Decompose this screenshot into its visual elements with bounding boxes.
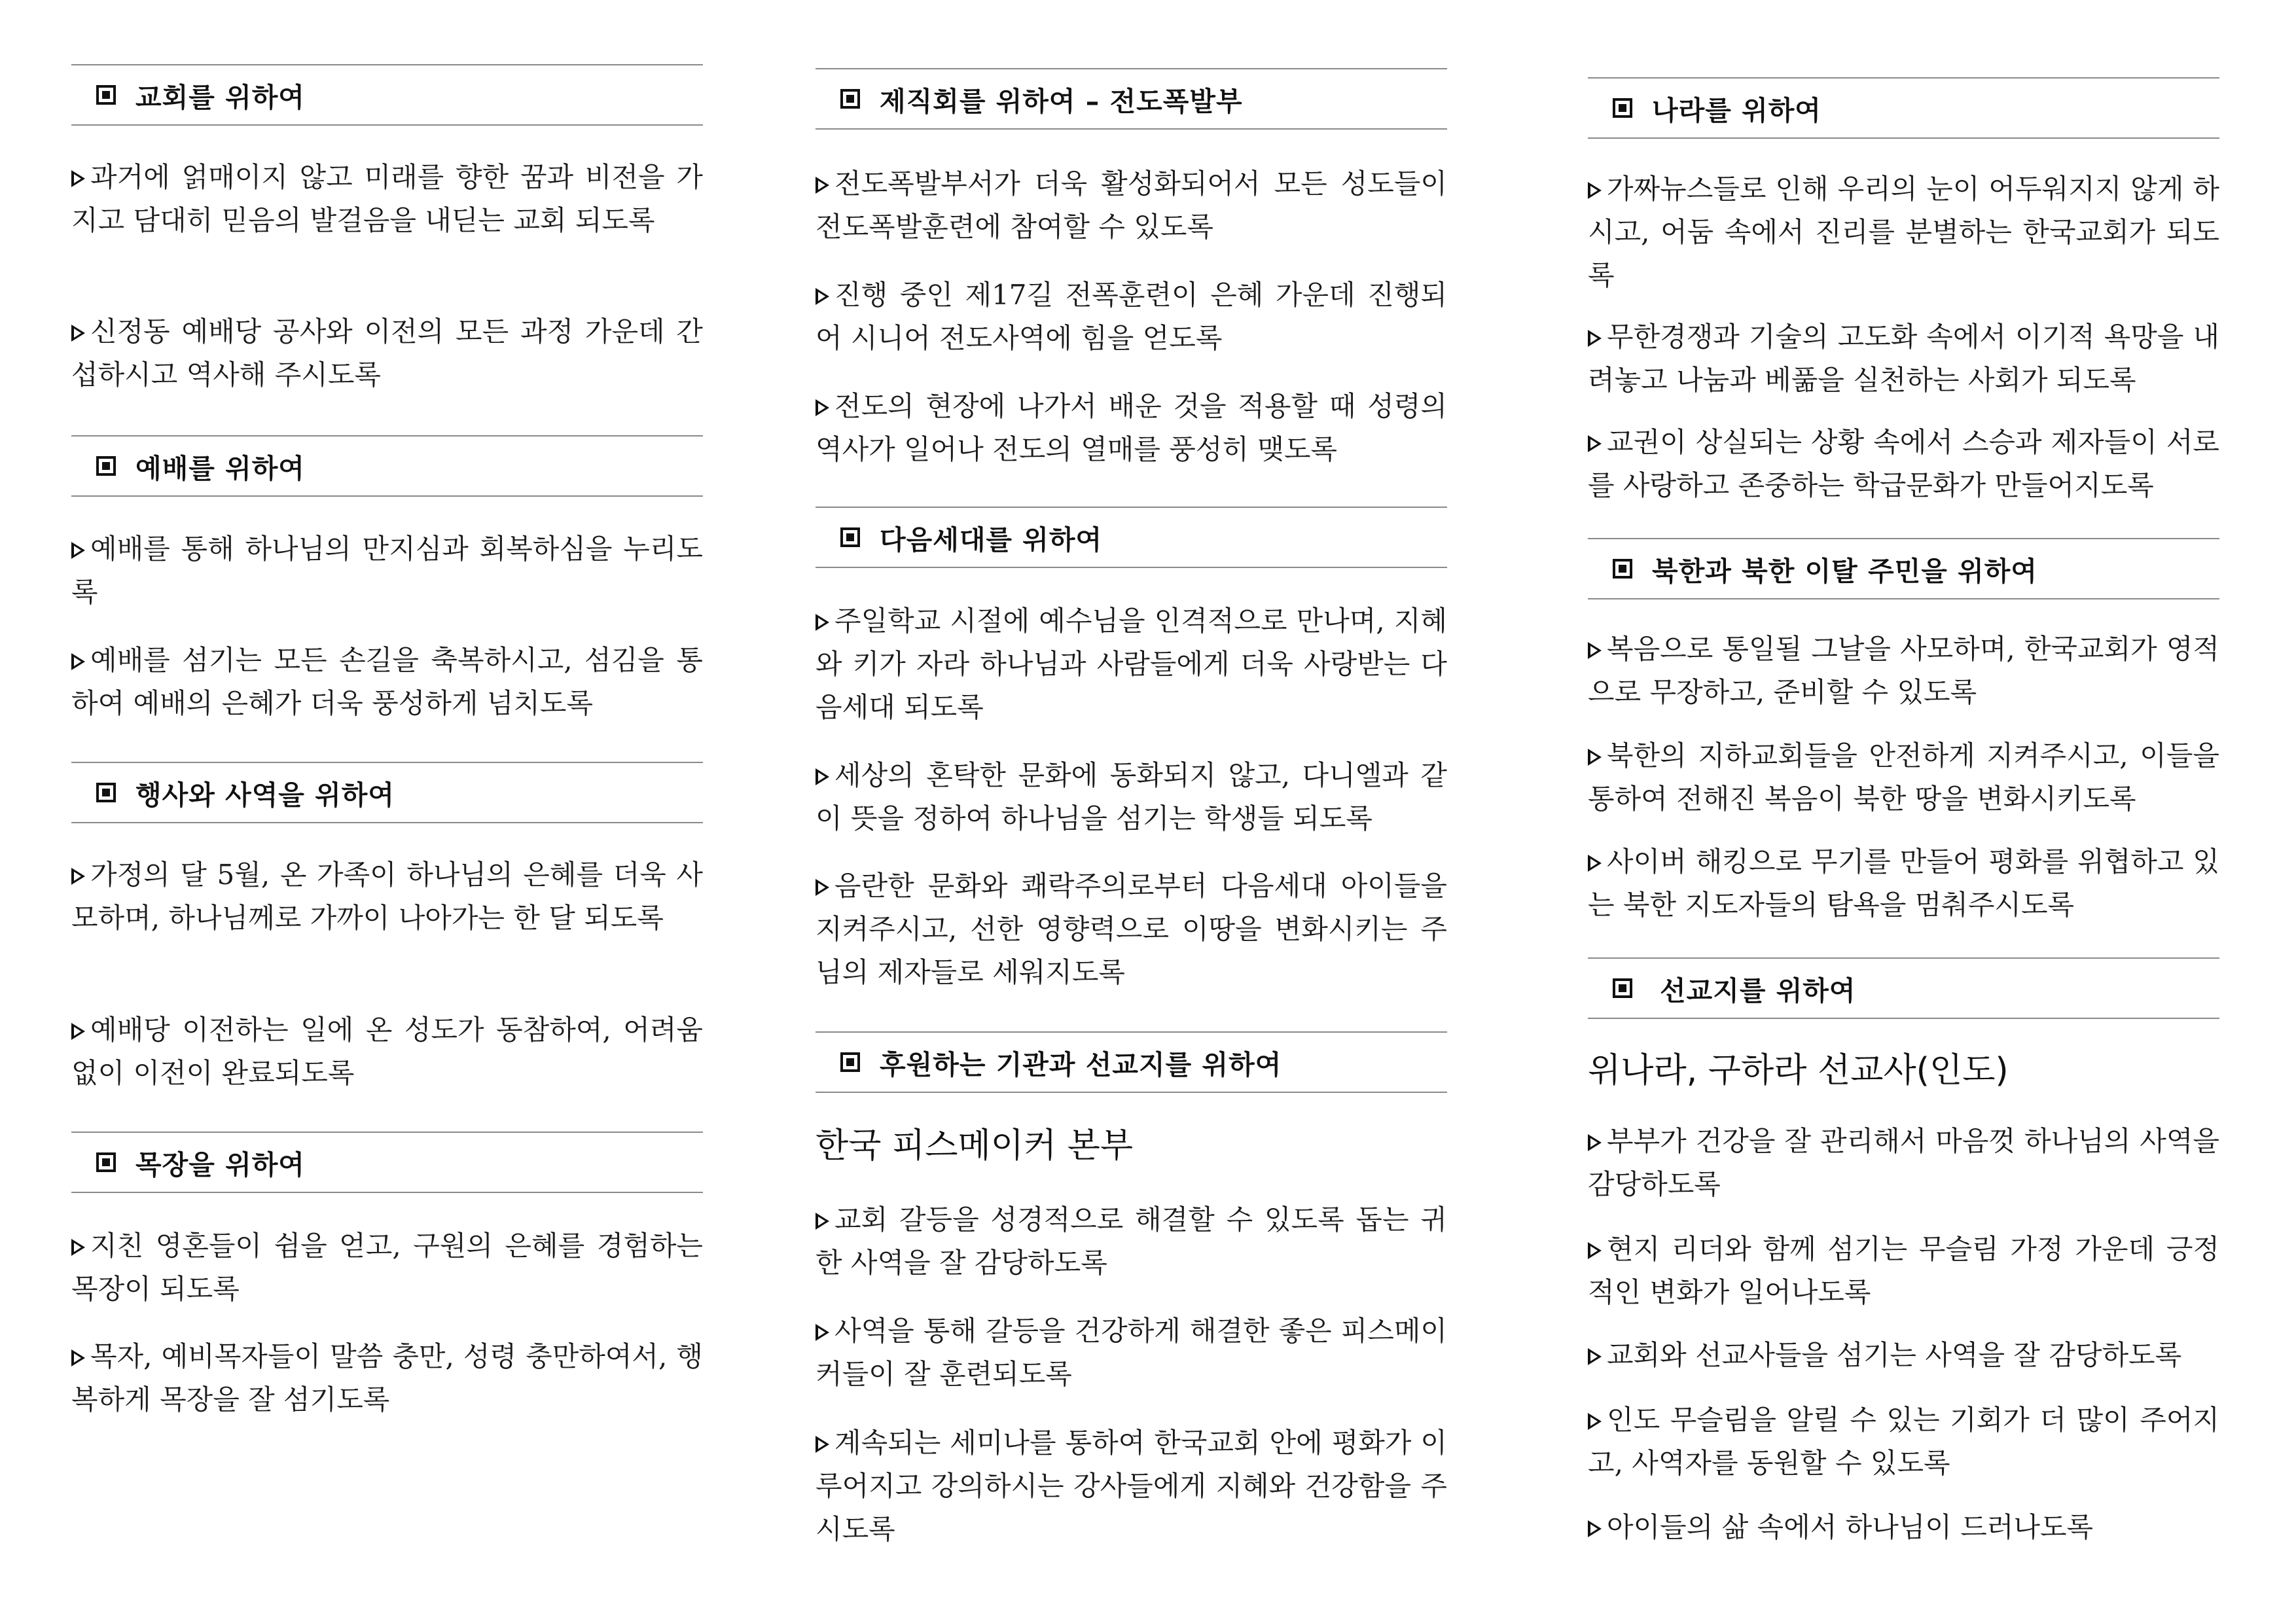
prayer-item: 진행 중인 제17길 전폭훈련이 은혜 가운데 진행되어 시니어 전도사역에 힘을 얻도록 [816,279,1447,354]
prayer-item: 아이들의 삶 속에서 하나님이 드러나도록 [1588,1506,2219,1549]
square-bullet-icon [96,456,116,476]
triangle-bullet-icon [1588,1520,1602,1537]
prayer-item: 북한의 지하교회들을 안전하게 지켜주시고, 이들을 통하여 전해진 복음이 북한 땅을 변화시키도록 [1588,740,2219,815]
prayer-item: 부부가 건강을 잘 관리해서 마음껏 하나님의 사역을 감당하도록 [1588,1125,2219,1200]
section-header-next-generation [816,507,1447,568]
prayer-item: 전도폭발부서가 더욱 활성화되어서 모든 성도들이 전도폭발훈련에 참여할 수 있도록 [816,168,1447,243]
triangle-bullet-icon [1588,182,1602,199]
triangle-bullet-icon [816,614,829,631]
section-header-deacons [816,68,1447,130]
square-bullet-icon [96,1152,116,1172]
prayer-item: 복음으로 통일될 그날을 사모하며, 한국교회가 영적으로 무장하고, 준비할 수 있도록 [1588,633,2219,708]
section-title: 목장을 위하여 [135,1149,305,1181]
triangle-bullet-icon [1588,642,1602,659]
prayer-item: 음란한 문화와 쾌락주의로부터 다음세대 아이들을 지켜주시고, 선한 영향력으로 이땅을 변화시키는 주님의 제자들로 세워지도록 [816,870,1447,988]
triangle-bullet-icon [816,1436,829,1453]
triangle-bullet-icon [71,325,85,342]
prayer-item: 사역을 통해 갈등을 건강하게 해결한 좋은 피스메이커들이 잘 훈련되도록 [816,1315,1447,1390]
triangle-bullet-icon [1588,1348,1602,1365]
section-title: 예배를 위하여 [135,452,305,484]
section-title: 북한과 북한 이탈 주민을 위하여 [1652,555,2037,587]
triangle-bullet-icon [71,653,85,670]
section-header-nation [1588,77,2219,139]
triangle-bullet-icon [1588,1242,1602,1259]
section-header-mission-field [1588,957,2219,1019]
prayer-item: 가정의 달 5월, 온 가족이 하나님의 은혜를 더욱 사모하며, 하나님께로 가까이 나아가는 한 달 되도록 [71,859,703,934]
section-title: 제직회를 위하여 – 전도폭발부 [880,85,1243,117]
missionary-name: 위나라, 구하라 선교사(인도) [1588,1051,2009,1090]
triangle-bullet-icon [1588,1134,1602,1151]
triangle-bullet-icon [816,177,829,194]
square-bullet-icon [1613,559,1632,579]
triangle-bullet-icon [1588,855,1602,872]
prayer-item: 목자, 예비목자들이 말씀 충만, 성령 충만하여서, 행복하게 목장을 잘 섬기도록 [71,1340,703,1416]
prayer-item: 신정동 예배당 공사와 이전의 모든 과정 가운데 간섭하시고 역사해 주시도록 [71,315,703,391]
square-bullet-icon [1613,98,1632,118]
triangle-bullet-icon [816,1213,829,1230]
triangle-bullet-icon [71,1239,85,1256]
section-header-events [71,762,703,823]
square-bullet-icon [840,89,860,109]
prayer-item: 사이버 해킹으로 무기를 만들어 평화를 위협하고 있는 북한 지도자들의 탐욕을 멈춰주시도록 [1588,846,2219,921]
prayer-item: 지친 영혼들이 쉼을 얻고, 구원의 은혜를 경험하는 목장이 되도록 [71,1230,703,1305]
section-title: 교회를 위하여 [135,81,305,113]
square-bullet-icon [96,783,116,802]
section-title: 다음세대를 위하여 [880,524,1103,556]
section-title: 후원하는 기관과 선교지를 위하여 [880,1048,1282,1080]
triangle-bullet-icon [816,288,829,305]
square-bullet-icon [1613,978,1632,998]
section-header-supported-ministries [816,1031,1447,1093]
prayer-item: 예배를 통해 하나님의 만지심과 회복하심을 누리도록 [71,533,703,608]
prayer-item: 주일학교 시절에 예수님을 인격적으로 만나며, 지혜와 키가 자라 하나님과 사람들에게 더욱 사랑받는 다음세대 되도록 [816,605,1447,723]
section-header-worship [71,435,703,497]
triangle-bullet-icon [816,1324,829,1341]
triangle-bullet-icon [816,768,829,785]
section-title: 나라를 위하여 [1652,94,1821,126]
prayer-item: 인도 무슬림을 알릴 수 있는 기회가 더 많이 주어지고, 사역자를 동원할 수 있도록 [1588,1404,2219,1479]
prayer-item: 현지 리더와 함께 섬기는 무슬림 가정 가운데 긍정적인 변화가 일어나도록 [1588,1233,2219,1308]
section-title: 행사와 사역을 위하여 [135,779,395,811]
section-header-cell-group [71,1132,703,1193]
prayer-item: 과거에 얽매이지 않고 미래를 향한 꿈과 비전을 가지고 담대히 믿음의 발걸음을 내딛는 교회 되도록 [71,161,703,236]
prayer-item: 예배를 섬기는 모든 손길을 축복하시고, 섬김을 통하여 예배의 은혜가 더욱 풍성하게 넘치도록 [71,644,703,719]
triangle-bullet-icon [71,868,85,885]
triangle-bullet-icon [1588,1413,1602,1430]
section-header-church [71,64,703,126]
square-bullet-icon [840,527,860,547]
section-header-north-korea [1588,538,2219,599]
triangle-bullet-icon [816,399,829,416]
prayer-item: 교권이 상실되는 상황 속에서 스승과 제자들이 서로를 사랑하고 존중하는 학급문화가 만들어지도록 [1588,426,2219,501]
triangle-bullet-icon [71,542,85,559]
triangle-bullet-icon [71,1349,85,1366]
triangle-bullet-icon [1588,749,1602,766]
organization-name: 한국 피스메이커 본부 [816,1126,1134,1166]
section-title: 선교지를 위하여 [1660,974,1856,1007]
triangle-bullet-icon [816,879,829,896]
prayer-item: 교회 갈등을 성경적으로 해결할 수 있도록 돕는 귀한 사역을 잘 감당하도록 [816,1204,1447,1279]
triangle-bullet-icon [1588,435,1602,452]
prayer-item: 무한경쟁과 기술의 고도화 속에서 이기적 욕망을 내려놓고 나눔과 베풂을 실천하는 사회가 되도록 [1588,321,2219,396]
triangle-bullet-icon [71,170,85,187]
square-bullet-icon [840,1052,860,1072]
prayer-item: 계속되는 세미나를 통하여 한국교회 안에 평화가 이루어지고 강의하시는 강사들에게 지혜와 건강함을 주시도록 [816,1427,1447,1545]
prayer-item: 예배당 이전하는 일에 온 성도가 동참하여, 어려움 없이 이전이 완료되도록 [71,1014,703,1089]
prayer-item: 교회와 선교사들을 섬기는 사역을 잘 감당하도록 [1588,1334,2219,1377]
prayer-item: 세상의 혼탁한 문화에 동화되지 않고, 다니엘과 같이 뜻을 정하여 하나님을 섬기는 학생들 되도록 [816,759,1447,834]
prayer-item: 가짜뉴스들로 인해 우리의 눈이 어두워지지 않게 하시고, 어둠 속에서 진리를 분별하는 한국교회가 되도록 [1588,173,2219,291]
triangle-bullet-icon [1588,330,1602,347]
prayer-item: 전도의 현장에 나가서 배운 것을 적용할 때 성령의 역사가 일어나 전도의 열매를 풍성히 맺도록 [816,390,1447,465]
triangle-bullet-icon [71,1023,85,1040]
square-bullet-icon [96,85,116,105]
